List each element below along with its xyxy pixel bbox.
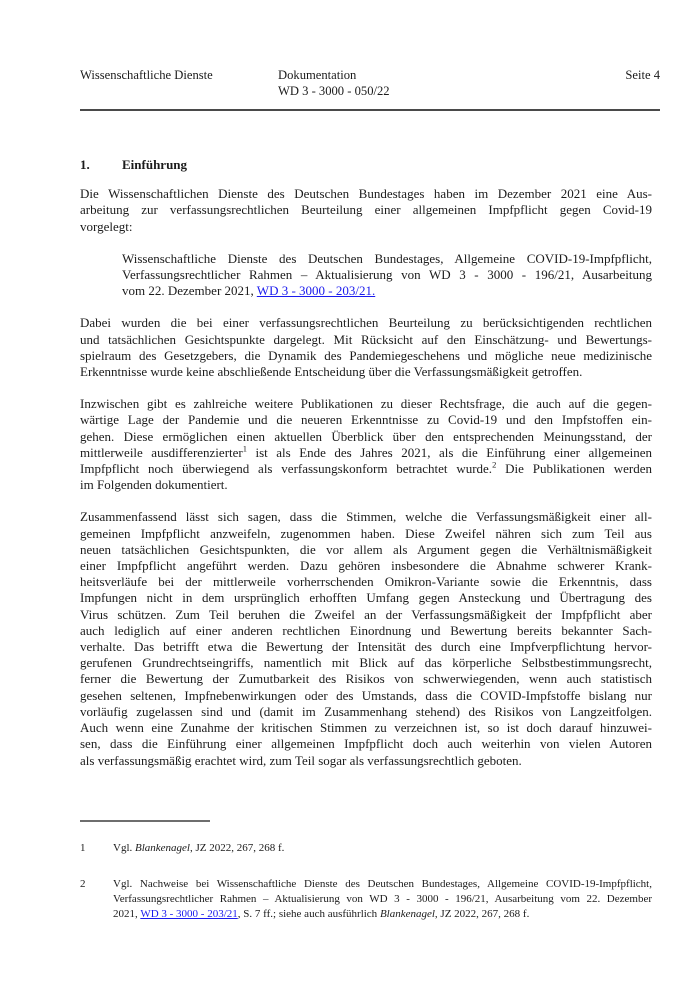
text-line (122, 283, 652, 299)
section-heading (80, 157, 652, 173)
document-link[interactable]: WD 3 - 3000 - 203/21. (256, 283, 376, 299)
section-title: Einführung (122, 157, 188, 172)
text-span: ist als Ende des Jahres 2021, als die Einführung einer allgemeinen (246, 444, 652, 460)
footnote-ref: 1 (242, 443, 247, 454)
text-line: Inzwischen gibt es zahlreiche weitere Publikationen zu dieser Rechtsfrage, die auch auf die gegen- (80, 396, 652, 412)
text-line: Erkenntnisse wurde keine abschließende Entscheidung über die Verfassungsmäßigkeit getroffen. (80, 364, 583, 380)
footnote-ref: 2 (492, 459, 497, 470)
text-line: gehen. Diese ermöglichen einen aktuellen Überblick über den entsprechenden Meinungsstand, der (80, 428, 652, 444)
text-span: Impfpflicht noch überwiegend als verfassungskonform betrachtet wurde. (80, 461, 493, 477)
text-line: Verfassungsrechtlicher Rahmen – Aktualisierung von WD 3 - 3000 - 196/21, Ausarbeitung vom 22. Dezember (113, 893, 652, 905)
footnote-2 (80, 877, 652, 922)
blockquote-citation (122, 251, 652, 300)
text-line: vorgelegt: (80, 218, 133, 234)
footnote-divider (80, 820, 210, 822)
header-doc-number: WD 3 - 3000 - 050/22 (278, 83, 390, 98)
footnote-number: 1 (80, 842, 86, 854)
text-span: 2021, (113, 908, 141, 920)
footnote-1 (80, 841, 652, 856)
text-line (80, 445, 652, 461)
text-line: im Folgenden dokumentiert. (80, 477, 228, 493)
paragraph-intro (80, 186, 652, 235)
header-divider (80, 109, 660, 111)
text-line: neuen tatsächlichen Gesichtspunkten, die vor allem als Argument gegen die Verhältnismäßigkeit (80, 541, 652, 557)
text-line: heitsverläufe bei der mittlerweile vorherrschenden Omikron-Variante sowie die Erkenntnis, dass (80, 574, 652, 590)
text-line: Die Wissenschaftlichen Dienste des Deutschen Bundestages haben im Dezember 2021 eine Aus- (80, 186, 652, 202)
text-line: Auch wenn eine Zunahme der kritischen Stimmen zu verzeichnen ist, so ist doch darauf hinzuwei- (80, 720, 652, 736)
text-line: Verfassungsrechtlicher Rahmen – Aktualisierung von WD 3 - 3000 - 196/21, Ausarbeitung (122, 267, 652, 283)
text-span: Vgl. (113, 842, 135, 854)
text-line: arbeitung zur verfassungsrechtlichen Beurteilung einer allgemeinen Impfpflicht gegen Covid-19 (80, 202, 652, 218)
text-line (113, 907, 652, 922)
header-org: Wissenschaftliche Dienste (80, 68, 213, 82)
text-span: , S. 7 ff.; siehe auch ausführlich (237, 908, 380, 920)
text-span: Die Publikationen werden (496, 461, 652, 477)
document-body (80, 157, 652, 785)
header-doc-type-line: Dokumentation (278, 68, 357, 82)
section-number: 1. (80, 157, 90, 172)
text-line: einer Impfpflicht angeführt werden. Dazu gehören insbesondere die Abnahme schwerer Krank- (80, 558, 652, 574)
text-span: , JZ 2022, 267, 268 f. (189, 842, 285, 854)
text-line: Vgl. Nachweise bei Wissenschaftliche Dienste des Deutschen Bundestages, Allgemeine COVID-19-Impfpflicht, (113, 878, 652, 890)
text-line: wärtige Lage der Pandemie und die neueren Erkenntnisse zu Covid-19 und den Impfstoffen ein- (80, 412, 652, 428)
footnotes-section (80, 820, 652, 943)
text-line: auch lediglich auf einer anderen rechtlichen Einordnung und Bewertung bereits bekannter Sach- (80, 622, 652, 638)
text-line: verhalte. Das betrifft etwa die Bewertung der Intensität des durch eine Impfverpflichtung hervor- (80, 639, 652, 655)
text-line: Virus schützen. Zum Teil beruhen die Zweifel an der Verfassungsmäßigkeit der Impfpflicht aber (80, 606, 652, 622)
document-link[interactable]: WD 3 - 3000 - 203/21 (140, 908, 238, 920)
paragraph-summary (80, 509, 652, 768)
text-line: spielraum des Gesetzgebers, die Dynamik des Pandemiegeschehens und mögliche neue medizinische (80, 347, 652, 363)
text-span: mittlerweile ausdifferenzierter (80, 444, 243, 460)
footnote-text (113, 841, 652, 856)
text-line: Impfungen nicht in dem ursprünglich erhofften Umfang gegen Ansteckung und Übertragung des (80, 590, 652, 606)
text-line: ferner die Bewertung der Zumutbarkeit des Risikos von schwerwiegenden, wenn auch statistisch (80, 671, 652, 687)
paragraph-assessment (80, 315, 652, 380)
footnote-text (113, 877, 652, 922)
text-line: Wissenschaftliche Dienste des Deutschen Bundestages, Allgemeine COVID-19-Impfpflicht, (122, 250, 652, 266)
paragraph-publications (80, 396, 652, 493)
text-line: gesehen seltenen, Impfnebenwirkungen oder des Umstands, dass die COVID-Impfstoffe bislang nur (80, 687, 652, 703)
text-line: Zusammenfassend lässt sich sagen, dass die Stimmen, welche die Verfassungsmäßigkeit einer all- (80, 509, 652, 525)
text-line (113, 841, 652, 856)
header-doc-type (278, 68, 390, 99)
text-line: vorläufig zugelassen sind und (damit im Zusammenhang stehend) des Risikos von Langzeitfolgen. (80, 703, 652, 719)
text-line: sen, dass die Einführung einer allgemeinen Impfpflicht doch auch weiterhin von vielen Autoren (80, 736, 652, 752)
text-line: gemeinen Impfpflicht anzweifeln, zugenommen haben. Diese Zweifel nähren sich zum Teil aus (80, 525, 652, 541)
text-span: , JZ 2022, 267, 268 f. (434, 908, 530, 920)
author-name: Blankenagel (135, 842, 190, 854)
header-page-number: Seite 4 (625, 68, 660, 82)
text-line: und tatsächlichen Gesichtspunkte dargelegt. Mit Rücksicht auf den Einschätzung- und Bewertungs- (80, 331, 652, 347)
text-line (80, 461, 652, 477)
text-line: gerufenen Grundrechtseingriffs, namentlich mit Blick auf das körperliche Selbstbestimmungsrecht, (80, 655, 652, 671)
text-line: Dabei wurden die bei einer verfassungsrechtlichen Beurteilung zu berücksichtigenden rechtlichen (80, 315, 652, 331)
author-name: Blankenagel (379, 908, 435, 920)
text-span: vom 22. Dezember 2021, (122, 283, 257, 299)
text-line: als verfassungsmäßig erachtet wird, zum Teil sogar als verfassungsrechtlich geboten. (80, 752, 522, 768)
footnote-number: 2 (80, 878, 86, 890)
